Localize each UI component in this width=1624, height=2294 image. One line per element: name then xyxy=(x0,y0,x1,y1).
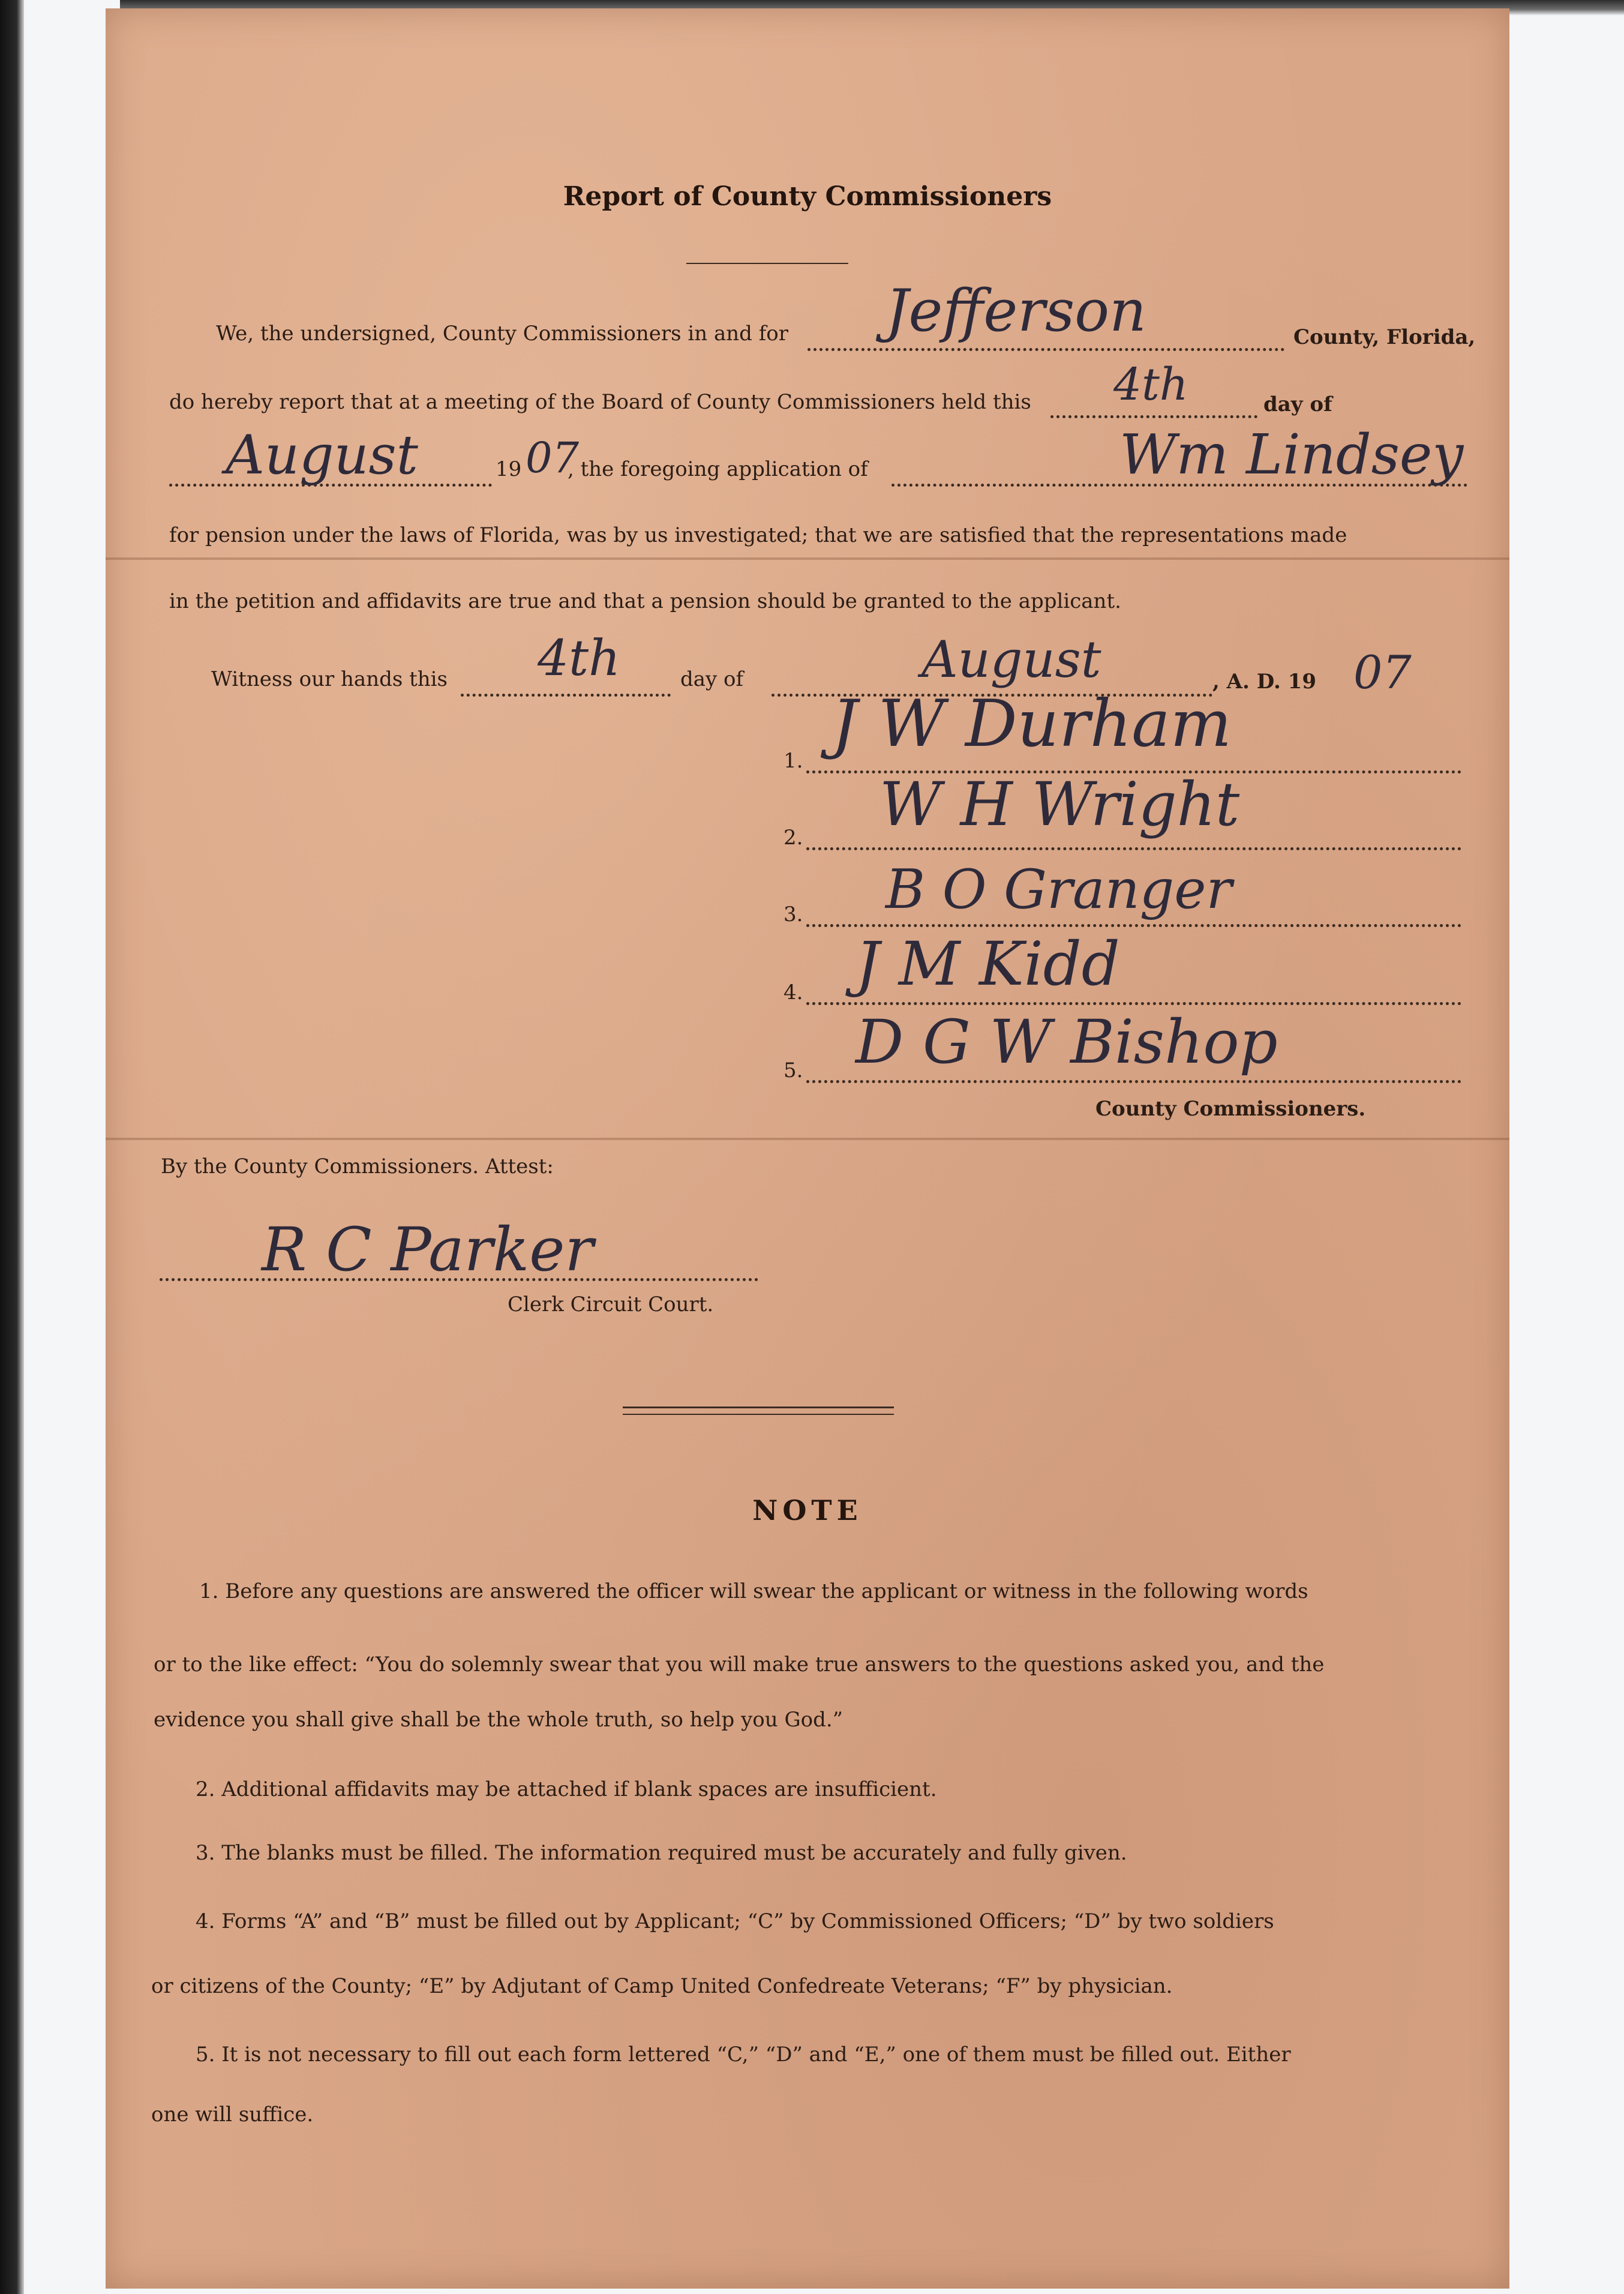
note-line: or citizens of the County; “E” by Adjutant of Camp United Confedreate Veterans; “F” by physician. xyxy=(151,1974,1173,1998)
note-line: 3. The blanks must be filled. The information required must be accurately and fully given. xyxy=(196,1841,1127,1865)
note-line: evidence you shall give shall be the whole truth, so help you God.” xyxy=(154,1708,843,1732)
note-line: 1. Before any questions are answered the officer will swear the applicant or witness in the following words xyxy=(199,1579,1308,1603)
clerk-title: Clerk Circuit Court. xyxy=(508,1293,714,1317)
applicant-handwritten: Wm Lindsey xyxy=(1119,422,1464,487)
scanner-left-edge xyxy=(0,0,24,2294)
clerk-signature: R C Parker xyxy=(262,1215,594,1285)
signature-number: 3. xyxy=(784,902,803,926)
note-line: one will suffice. xyxy=(151,2103,314,2127)
note-line: 4. Forms “A” and “B” must be filled out by Applicant; “C” by Commissioned Officers; “D” by two soldiers xyxy=(196,1909,1274,1933)
commissioner-signature-5: D G W Bishop xyxy=(855,1007,1278,1077)
witness-day-of: day of xyxy=(680,667,744,691)
double-rule-top xyxy=(623,1407,894,1408)
signature-line xyxy=(806,924,1461,927)
fold-crease-upper xyxy=(106,557,1509,560)
witness-year-handwritten: 07 xyxy=(1353,646,1412,699)
commissioner-signature-2: W H Wright xyxy=(879,769,1240,839)
commissioner-signature-4: J M Kidd xyxy=(855,929,1120,999)
signature-number: 2. xyxy=(784,826,803,850)
line4-text: for pension under the laws of Florida, was by us investigated; that we are satisfied that the representations made xyxy=(169,523,1347,547)
meeting-year-handwritten: 07 xyxy=(526,433,580,482)
document-page xyxy=(106,8,1509,2289)
signature-line xyxy=(806,1002,1461,1005)
line2-day-of: day of xyxy=(1263,392,1332,416)
title-rule xyxy=(686,263,848,264)
witness-day-blank xyxy=(461,694,671,697)
witness-text: Witness our hands this xyxy=(211,667,448,691)
county-handwritten: Jefferson xyxy=(885,277,1146,344)
line2-text: do hereby report that at a meeting of the Board of County Commissioners held this xyxy=(169,390,1031,414)
note-heading: NOTE xyxy=(752,1494,863,1527)
commissioner-signature-1: J W Durham xyxy=(831,686,1232,761)
report-title: Report of County Commissioners xyxy=(563,181,1052,212)
double-rule-bottom xyxy=(623,1414,894,1415)
note-line: 2. Additional affidavits may be attached if blank spaces are insufficient. xyxy=(196,1777,937,1801)
commissioner-signature-3: B O Granger xyxy=(885,858,1232,921)
line1-text: We, the undersigned, County Commissioners in and for xyxy=(216,322,789,346)
county-blank xyxy=(808,348,1284,351)
line5-text: in the petition and affidavits are true and that a pension should be granted to the applicant. xyxy=(169,589,1121,613)
attest-label: By the County Commissioners. Attest: xyxy=(161,1155,554,1179)
signature-line xyxy=(806,1080,1461,1083)
meeting-day-blank xyxy=(1050,415,1257,418)
signature-number: 1. xyxy=(784,749,803,773)
witness-ad: , A. D. 19 xyxy=(1212,670,1316,694)
meeting-year-prefix: 19 xyxy=(496,457,522,481)
signature-line xyxy=(806,847,1461,850)
line3-text: , the foregoing application of xyxy=(568,457,868,481)
signature-number: 5. xyxy=(784,1058,803,1082)
signature-number: 4. xyxy=(784,980,803,1004)
note-line: or to the like effect: “You do solemnly swear that you will make true answers to the questions asked you, and the xyxy=(154,1653,1325,1677)
note-line: 5. It is not necessary to fill out each form lettered “C,” “D” and “E,” one of them must be filled out. Either xyxy=(196,2043,1291,2067)
meeting-day-handwritten: 4th xyxy=(1113,359,1188,410)
fold-crease-lower xyxy=(106,1138,1509,1140)
witness-day-handwritten: 4th xyxy=(538,630,620,687)
meeting-month-handwritten: August xyxy=(226,424,418,487)
county-commissioners-label: County Commissioners. xyxy=(1095,1097,1366,1121)
witness-month-handwritten: August xyxy=(921,630,1101,689)
line1-county-florida: County, Florida, xyxy=(1293,325,1476,349)
